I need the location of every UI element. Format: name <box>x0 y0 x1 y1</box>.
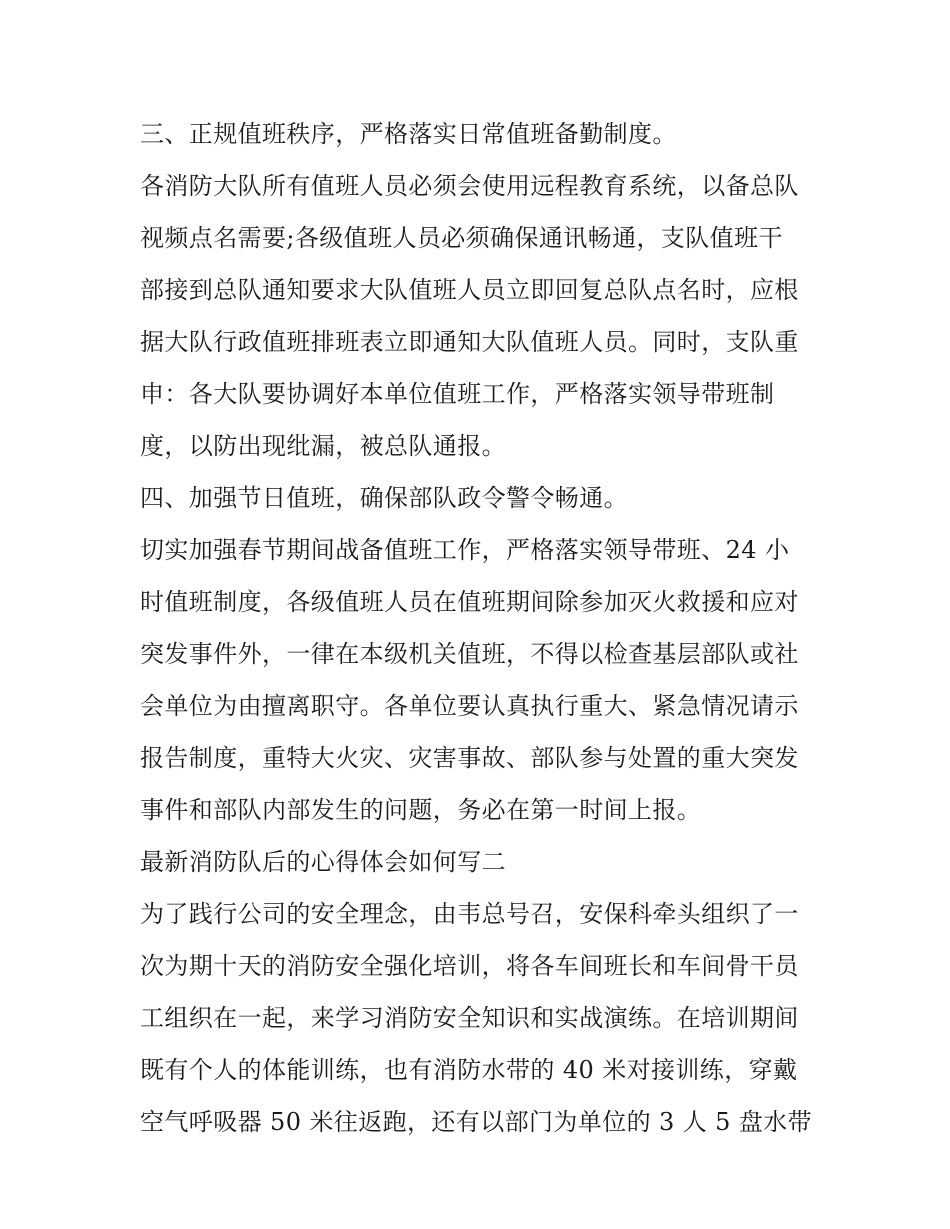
paragraph-line: 报告制度，重特大火灾、灾害事故、部队参与处置的重大突发 <box>140 744 799 772</box>
paragraph-line: 会单位为由擅离职守。各单位要认真执行重大、紧急情况请示 <box>140 692 799 720</box>
paragraph-line: 据大队行政值班排班表立即通知大队值班人员。同时，支队重 <box>140 328 799 356</box>
paragraph-line: 突发事件外，一律在本级机关值班，不得以检查基层部队或社 <box>140 640 799 668</box>
article-title: 最新消防队后的心得体会如何写二 <box>140 848 506 876</box>
section-heading-4: 四、加强节日值班，确保部队政令警令畅通。 <box>140 484 628 512</box>
paragraph-line: 部接到总队通知要求大队值班人员立即回复总队点名时，应根 <box>140 276 799 304</box>
paragraph-line: 既有个人的体能训练，也有消防水带的 40 米对接训练，穿戴 <box>140 1056 798 1084</box>
paragraph-line: 度，以防出现纰漏，被总队通报。 <box>140 432 506 460</box>
paragraph-line: 空气呼吸器 50 米往返跑，还有以部门为单位的 3 人 5 盘水带 <box>140 1108 813 1136</box>
paragraph-line: 各消防大队所有值班人员必须会使用远程教育系统，以备总队 <box>140 172 799 200</box>
paragraph-line: 申：各大队要协调好本单位值班工作，严格落实领导带班制 <box>140 380 775 408</box>
paragraph-line: 工组织在一起，来学习消防安全知识和实战演练。在培训期间 <box>140 1004 799 1032</box>
paragraph-line: 事件和部队内部发生的问题，务必在第一时间上报。 <box>140 796 702 824</box>
paragraph-line: 视频点名需要;各级值班人员必须确保通讯畅通，支队值班干 <box>140 224 783 252</box>
document-body <box>140 108 820 1148</box>
paragraph-line: 次为期十天的消防安全强化培训，将各车间班长和车间骨干员 <box>140 952 799 980</box>
paragraph-line: 为了践行公司的安全理念，由韦总号召，安保科牵头组织了一 <box>140 900 799 928</box>
paragraph-line: 切实加强春节期间战备值班工作，严格落实领导带班、24 小 <box>140 536 790 564</box>
paragraph-line: 时值班制度，各级值班人员在值班期间除参加灭火救援和应对 <box>140 588 799 616</box>
section-heading-3: 三、正规值班秩序，严格落实日常值班备勤制度。 <box>140 120 677 148</box>
